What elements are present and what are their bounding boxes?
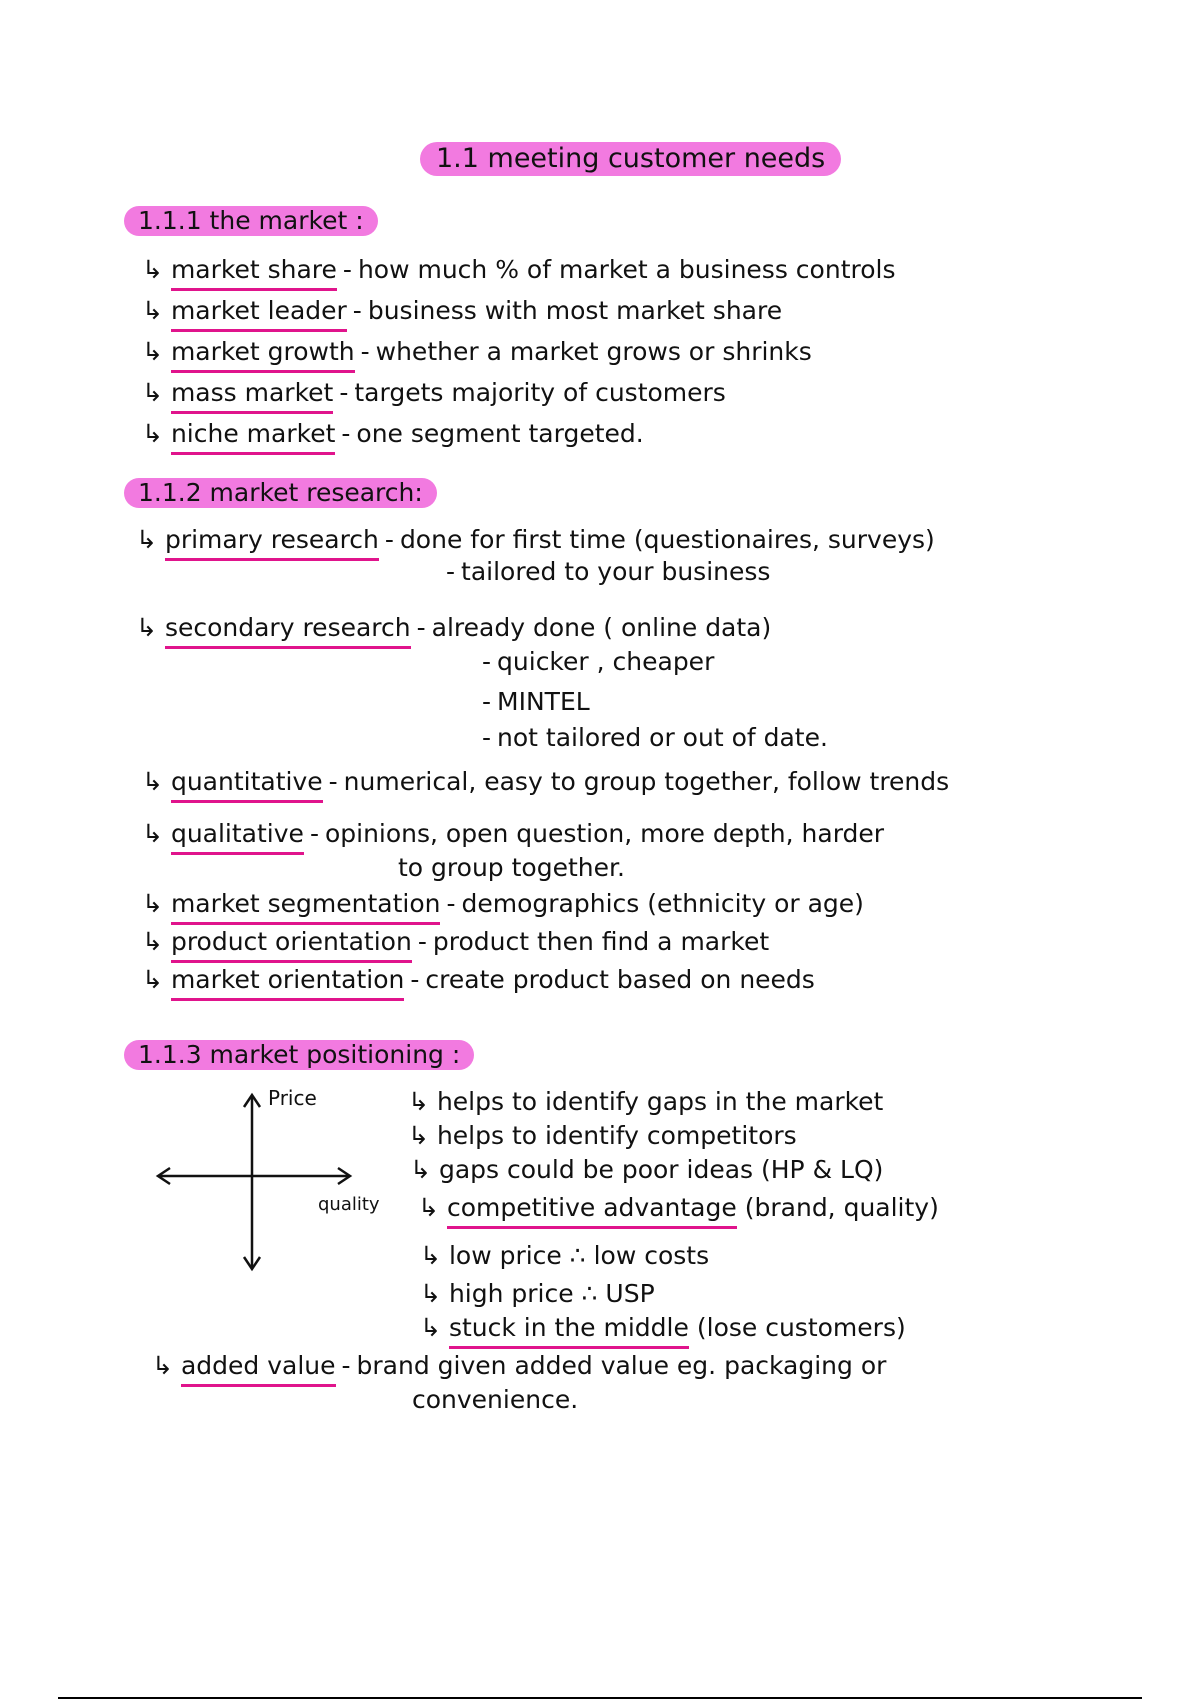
bottom-rule xyxy=(58,1697,1142,1699)
arrow-icon: ↳ xyxy=(142,819,163,848)
term-definition: convenience. xyxy=(412,1385,579,1414)
arrow-icon: ↳ xyxy=(420,1313,441,1342)
arrow-icon: ↳ xyxy=(408,1121,429,1150)
arrow-icon: ↳ xyxy=(408,1087,429,1116)
list-item xyxy=(142,964,815,1001)
list-item xyxy=(142,766,949,803)
section-heading-market-research: 1.1.2 market research: xyxy=(124,478,437,508)
term-definition: one segment targeted. xyxy=(356,419,644,448)
arrow-icon: ↳ xyxy=(136,613,157,642)
term-definition: quicker , cheaper xyxy=(497,647,715,676)
dash-separator: - xyxy=(446,557,456,586)
list-item xyxy=(420,1312,906,1349)
dash-separator: - xyxy=(417,927,427,956)
dash-separator: - xyxy=(309,819,319,848)
term-definition: done for first time (questionaires, surveys) xyxy=(399,525,935,554)
dash-separator: - xyxy=(341,419,351,448)
arrow-icon: ↳ xyxy=(136,525,157,554)
term-definition: numerical, easy to group together, follow trends xyxy=(343,767,950,796)
page-title: 1.1 meeting customer needs xyxy=(420,142,841,176)
x-axis-label: quality xyxy=(318,1194,380,1215)
arrow-icon: ↳ xyxy=(420,1279,441,1308)
dash-separator: - xyxy=(446,889,456,918)
list-item xyxy=(420,1278,655,1310)
y-axis-label: Price xyxy=(268,1086,317,1110)
term-label: quantitative xyxy=(171,766,323,803)
market-map-diagram xyxy=(150,1085,400,1285)
arrow-icon: ↳ xyxy=(152,1351,173,1380)
term-definition: targets majority of customers xyxy=(354,378,726,407)
term-label: qualitative xyxy=(171,818,304,855)
arrow-icon: ↳ xyxy=(420,1241,441,1270)
term-definition: create product based on needs xyxy=(425,965,815,994)
term-definition: MINTEL xyxy=(497,687,590,716)
continuation-line xyxy=(398,852,625,884)
term-definition: product then find a market xyxy=(432,927,770,956)
list-item xyxy=(136,612,771,649)
dash-separator: - xyxy=(482,687,492,716)
point-text: high price ∴ USP xyxy=(448,1279,655,1308)
dash-separator: - xyxy=(360,337,370,366)
continuation-line xyxy=(440,556,770,588)
term-label: market orientation xyxy=(171,964,404,1001)
arrow-icon: ↳ xyxy=(142,337,163,366)
term-definition: to group together. xyxy=(398,853,625,882)
dash-separator: - xyxy=(482,647,492,676)
section-heading-market: 1.1.1 the market : xyxy=(124,206,378,236)
term-label: mass market xyxy=(171,377,333,414)
term-label: product orientation xyxy=(171,926,412,963)
arrow-icon: ↳ xyxy=(142,378,163,407)
point-text: helps to identify competitors xyxy=(436,1121,797,1150)
dash-separator: - xyxy=(352,296,362,325)
list-item xyxy=(142,336,812,373)
term-definition: demographics (ethnicity or age) xyxy=(461,889,864,918)
term-label: stuck in the middle xyxy=(449,1312,689,1349)
section-heading-market-positioning: 1.1.3 market positioning : xyxy=(124,1040,474,1070)
list-item xyxy=(142,818,884,855)
continuation-line xyxy=(476,722,828,754)
list-item xyxy=(142,377,726,414)
arrow-icon: ↳ xyxy=(142,927,163,956)
term-label: market leader xyxy=(171,295,347,332)
continuation-line xyxy=(476,686,590,718)
term-label: added value xyxy=(181,1350,336,1387)
list-item xyxy=(142,926,769,963)
term-definition: not tailored or out of date. xyxy=(497,723,828,752)
list-item xyxy=(142,295,782,332)
arrow-icon: ↳ xyxy=(418,1193,439,1222)
term-definition: tailored to your business xyxy=(461,557,771,586)
dash-separator: - xyxy=(342,255,352,284)
arrow-icon: ↳ xyxy=(142,889,163,918)
point-text: low price ∴ low costs xyxy=(448,1241,710,1270)
term-definition: opinions, open question, more depth, harder xyxy=(324,819,885,848)
term-label: market share xyxy=(171,254,337,291)
list-item xyxy=(408,1086,883,1118)
dash-separator: - xyxy=(384,525,394,554)
arrow-icon: ↳ xyxy=(142,767,163,796)
list-item xyxy=(142,254,896,291)
arrow-icon: ↳ xyxy=(142,296,163,325)
list-item xyxy=(142,888,864,925)
term-definition: (brand, quality) xyxy=(744,1193,939,1222)
list-item xyxy=(408,1120,797,1152)
list-item xyxy=(410,1154,883,1186)
dash-separator: - xyxy=(341,1351,351,1380)
dash-separator: - xyxy=(416,613,426,642)
term-definition: how much % of market a business controls xyxy=(357,255,896,284)
dash-separator: - xyxy=(328,767,338,796)
term-definition: business with most market share xyxy=(367,296,783,325)
term-label: market segmentation xyxy=(171,888,441,925)
list-item xyxy=(420,1240,709,1272)
list-item xyxy=(418,1192,939,1229)
continuation-line xyxy=(476,646,714,678)
arrow-icon: ↳ xyxy=(142,965,163,994)
list-item xyxy=(152,1350,886,1387)
dash-separator: - xyxy=(339,378,349,407)
term-definition: whether a market grows or shrinks xyxy=(375,337,812,366)
continuation-line xyxy=(412,1384,578,1416)
point-text: helps to identify gaps in the market xyxy=(436,1087,884,1116)
term-definition: (lose customers) xyxy=(696,1313,906,1342)
term-label: primary research xyxy=(165,524,379,561)
arrow-icon: ↳ xyxy=(142,255,163,284)
term-label: niche market xyxy=(171,418,335,455)
arrow-icon: ↳ xyxy=(410,1155,431,1184)
term-label: market growth xyxy=(171,336,355,373)
dash-separator: - xyxy=(482,723,492,752)
list-item xyxy=(142,418,644,455)
term-label: secondary research xyxy=(165,612,411,649)
term-label: competitive advantage xyxy=(447,1192,737,1229)
term-definition: already done ( online data) xyxy=(431,613,772,642)
dash-separator: - xyxy=(410,965,420,994)
term-definition: brand given added value eg. packaging or xyxy=(356,1351,887,1380)
arrow-icon: ↳ xyxy=(142,419,163,448)
point-text: gaps could be poor ideas (HP & LQ) xyxy=(438,1155,884,1184)
